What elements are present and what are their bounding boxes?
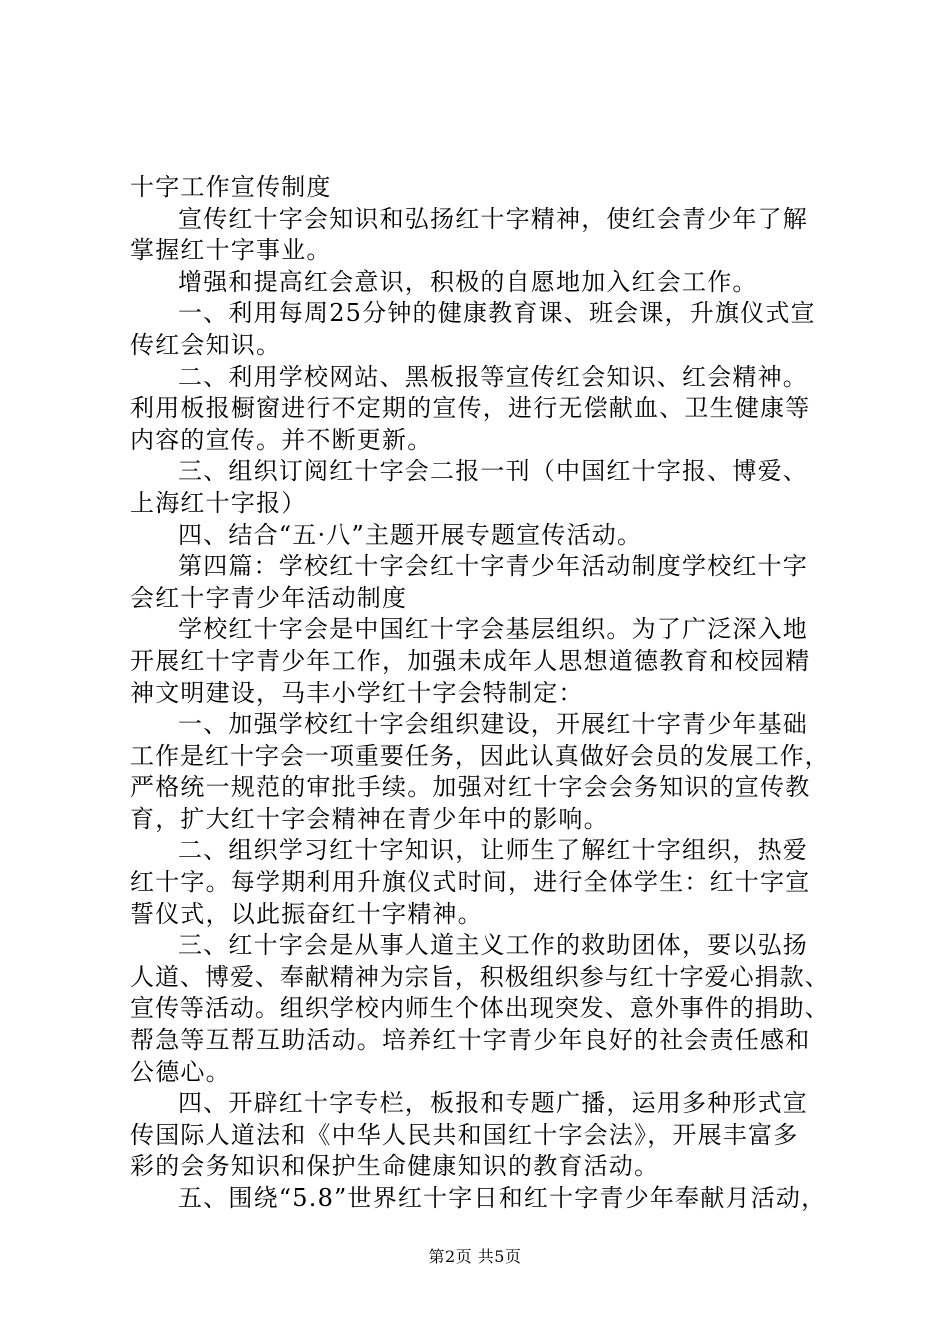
text-line: 人道、博爱、奉献精神为宗旨，积极组织参与红十字爱心捐款、 [130, 962, 830, 991]
text-line: 宣传红十字会知识和弘扬红十字精神，使红会青少年了解 [178, 204, 808, 233]
text-line: 红十字。每学期利用升旗仪式时间，进行全体学生：红十字宣 [130, 868, 811, 897]
text-line: 二、组织学习红十字知识，让师生了解红十字组织，热爱 [178, 836, 808, 865]
text-line: 十字工作宣传制度 [130, 173, 332, 201]
text-line: 增强和提高红会意识，积极的自愿地加入红会工作。 [178, 267, 758, 296]
text-line: 公德心。 [130, 1057, 231, 1086]
text-line: 三、组织订阅红十字会二报一刊（中国红十字报、博爱、 [178, 457, 808, 486]
text-line: 内容的宣传。并不断更新。 [130, 425, 433, 454]
document-body [130, 172, 830, 1215]
text-line: 四、结合“五·八”主题开展专题宣传活动。 [178, 520, 643, 549]
text-line: 学校红十字会是中国红十字会基层组织。为了广泛深入地 [178, 615, 808, 644]
text-line: 三、红十字会是从事人道主义工作的救助团体，要以弘扬 [178, 931, 808, 960]
text-line: 一、加强学校红十字会组织建设，开展红十字青少年基础 [178, 710, 808, 739]
text-line: 工作是红十字会一项重要任务，因此认真做好会员的发展工作， [130, 741, 830, 770]
text-line: 神文明建设，马丰小学红十字会特制定： [130, 678, 584, 707]
text-line: 会红十字青少年活动制度 [130, 583, 408, 612]
text-line: 掌握红十字事业。 [130, 236, 332, 265]
text-line: 上海红十字报） [130, 488, 307, 517]
text-line: 五、围绕“5.8”世界红十字日和红十字青少年奉献月活动， [178, 1184, 827, 1212]
text-line: 彩的会务知识和保护生命健康知识的教育活动。 [130, 1152, 660, 1181]
text-line: 利用板报橱窗进行不定期的宣传，进行无偿献血、卫生健康等 [130, 394, 811, 423]
text-line: 传国际人道法和《中华人民共和国红十字会法》，开展丰富多 [130, 1120, 799, 1149]
text-line: 育，扩大红十字会精神在青少年中的影响。 [130, 804, 609, 833]
text-line: 誓仪式，以此振奋红十字精神。 [130, 899, 483, 928]
text-line: 严格统一规范的审批手续。加强对红十字会会务知识的宣传教 [130, 773, 811, 802]
text-line: 开展红十字青少年工作，加强未成年人思想道德教育和校园精 [130, 646, 811, 675]
page-number-footer: 第2页 共5页 [428, 1247, 522, 1266]
text-line: 二、利用学校网站、黑板报等宣传红会知识、红会精神。 [178, 362, 808, 391]
text-line: 传红会知识。 [130, 330, 282, 359]
text-line: 宣传等活动。组织学校内师生个体出现突发、意外事件的捐助、 [130, 994, 830, 1023]
text-line: 第四篇：学校红十字会红十字青少年活动制度学校红十字 [178, 552, 808, 581]
text-line: 四、开辟红十字专栏，板报和专题广播，运用多种形式宣 [178, 1089, 808, 1118]
text-line: 帮急等互帮互助活动。培养红十字青少年良好的社会责任感和 [130, 1026, 811, 1055]
text-line: 一、利用每周25分钟的健康教育课、班会课，升旗仪式宣 [178, 299, 816, 328]
